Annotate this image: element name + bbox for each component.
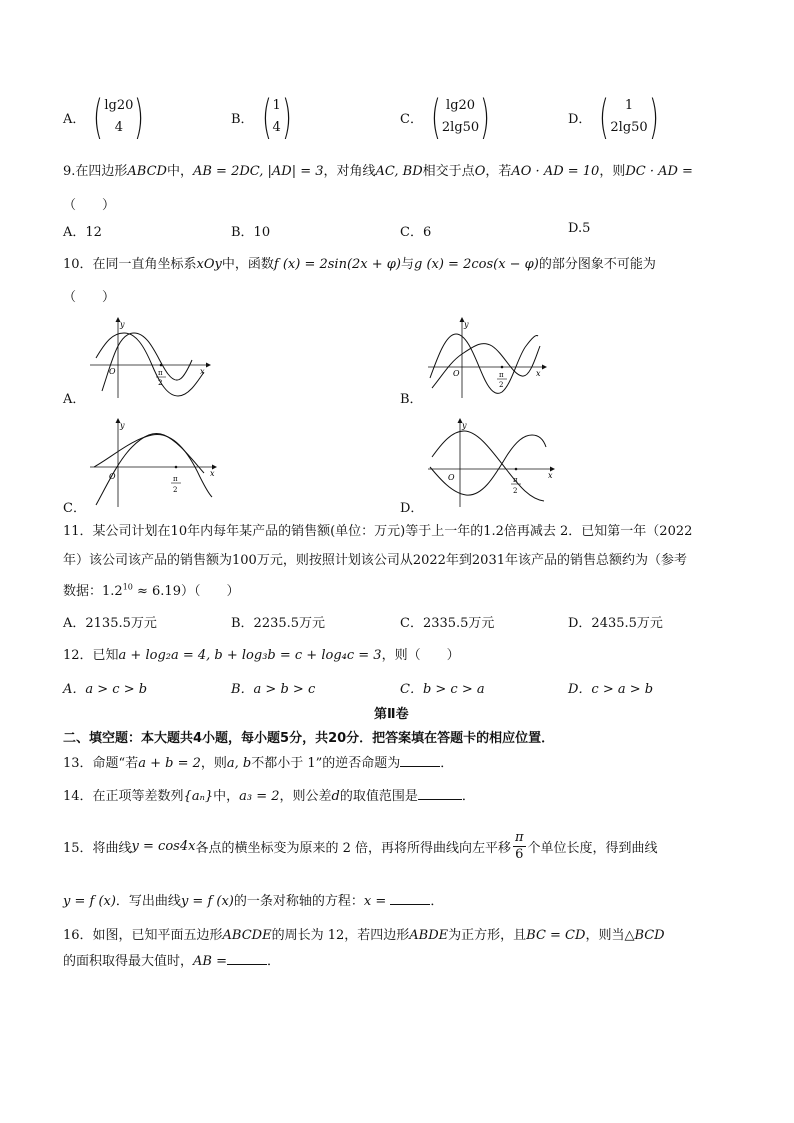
svg-text:2: 2	[499, 381, 504, 389]
q15-line2: y = f (x)．写出曲线y = f (x)的一条对称轴的方程：x = ．	[63, 894, 444, 909]
q10-graph-a	[88, 316, 212, 400]
q8-option-d: D． ( 1 2lg50 )	[568, 94, 663, 140]
q11-option-b: B．2235.5万元	[231, 616, 326, 631]
svg-text:x: x	[536, 369, 541, 378]
svg-text:2: 2	[158, 379, 163, 387]
q10-label-c: C．	[63, 501, 86, 516]
svg-text:x: x	[210, 469, 215, 478]
q14: 14．在正项等差数列{aₙ}中，a₃ = 2，则公差d的取值范围是 ．	[63, 789, 475, 804]
graph-a-curve-2	[102, 333, 192, 391]
svg-text:O: O	[453, 369, 460, 378]
q8-option-c: C． ( lg20 2lg50 )	[400, 94, 494, 140]
q9-option-a: A．12	[63, 225, 102, 240]
section2-instructions: 二、填空题：本大题共4小题，每小题5分，共20分．把答案填在答题卡的相应位置．	[63, 731, 555, 746]
q16-line2: 的面积取得最大值时，AB = ．	[63, 954, 280, 969]
q15-fraction: $\frac{\pi}{6}$	[514, 830, 524, 862]
q11-option-a: A．2135.5万元	[63, 616, 157, 631]
q8-option-a-vector: ( lg20 4 )	[93, 90, 145, 144]
graph-a-x-label: x	[200, 367, 205, 376]
q9-stem: 9.在四边形ABCD中，AB = 2DC, |AD| = 3，对角线AC, BD相交于点O，若AO · AD = 10，则DC · AD =	[63, 164, 693, 179]
q9-option-b: B．10	[231, 225, 271, 240]
q16-line1: 16．如图，已知平面五边形ABCDE的周长为 12，若四边形ABDE为正方形，且BC = CD，则当△BCD	[63, 928, 665, 943]
q13: 13．命题“若a + b = 2，则a, b不都小于 1”的逆否命题为 ．	[63, 756, 454, 771]
q11-option-c: C．2335.5万元	[400, 616, 495, 631]
graph-a-curve-1	[96, 333, 204, 396]
q12-option-b: B．a > b > c	[231, 682, 316, 697]
svg-text:2: 2	[513, 487, 518, 495]
q10-graph-c	[88, 417, 220, 509]
q10-graph-b	[426, 316, 550, 400]
q15-line1: 15．将曲线 y = cos4x 各点的横坐标变为原来的 2 倍，再将所得曲线向左平移 $\frac{\pi}{6}$ 个单位长度，得到曲线	[63, 830, 658, 862]
svg-text:2: 2	[173, 486, 178, 494]
svg-text:π: π	[158, 369, 163, 377]
q15-answer-blank[interactable]	[390, 892, 430, 905]
svg-text:y: y	[464, 320, 469, 329]
q8-option-c-vector: ( lg20 2lg50 )	[430, 90, 491, 144]
q8-option-b: B． ( 1 4 )	[231, 94, 296, 140]
q8-option-a: A． ( lg20 4 )	[63, 94, 148, 140]
svg-text:y: y	[462, 421, 467, 430]
svg-text:π: π	[173, 475, 178, 483]
q8-option-b-vector: ( 1 4 )	[261, 90, 292, 144]
q11-line2: 年）该公司该产品的销售额为100万元，则按照计划该公司从2022年到2031年该产品的销售总额约为（参考	[63, 553, 687, 568]
q12-stem: 12．已知a + log₂a = 4, b + log₃b = c + log₄c = 3，则（ ）	[63, 648, 460, 663]
q10-graph-d	[426, 417, 558, 509]
q12-option-a: A．a > c > b	[63, 682, 148, 697]
q11-line3: 数据：$1.2^{10} \approx 6.19$）（ ）	[63, 582, 240, 599]
section-title: 第Ⅱ卷	[374, 707, 409, 722]
q10-label-b: B．	[400, 392, 423, 407]
q14-answer-blank[interactable]	[418, 787, 462, 800]
q11-line1: 11．某公司计划在10年内每年某产品的销售额(单位：万元)等于上一年的1.2倍再减去 2．已知第一年（2022	[63, 524, 693, 539]
svg-text:O: O	[109, 472, 116, 481]
svg-text:x: x	[548, 471, 553, 480]
q10-paren: （ ）	[63, 290, 116, 305]
q13-answer-blank[interactable]	[400, 754, 440, 767]
svg-text:π: π	[513, 476, 518, 484]
graph-a-y-label: y	[120, 320, 125, 329]
q9-paren: （ ）	[63, 198, 116, 213]
q12-option-c: C．b > c > a	[400, 682, 485, 697]
q9-option-d: D.5	[568, 221, 591, 236]
q9-option-c: C．6	[400, 225, 432, 240]
q10-label-d: D．	[400, 501, 424, 516]
svg-text:π: π	[499, 371, 504, 379]
q12-option-d: D．c > a > b	[568, 682, 654, 697]
svg-text:y: y	[120, 421, 125, 430]
q16-answer-blank[interactable]	[227, 952, 267, 965]
q11-option-d: D．2435.5万元	[568, 616, 663, 631]
graph-a-origin: O	[109, 367, 116, 376]
q8-option-d-vector: ( 1 2lg50 )	[599, 90, 659, 144]
q10-stem: 10．在同一直角坐标系xOy中，函数f (x) = 2sin(2x + φ)与g (x) = 2cos(x − φ)的部分图象不可能为	[63, 257, 656, 272]
q10-label-a: A．	[63, 392, 86, 407]
svg-text:O: O	[448, 473, 455, 482]
